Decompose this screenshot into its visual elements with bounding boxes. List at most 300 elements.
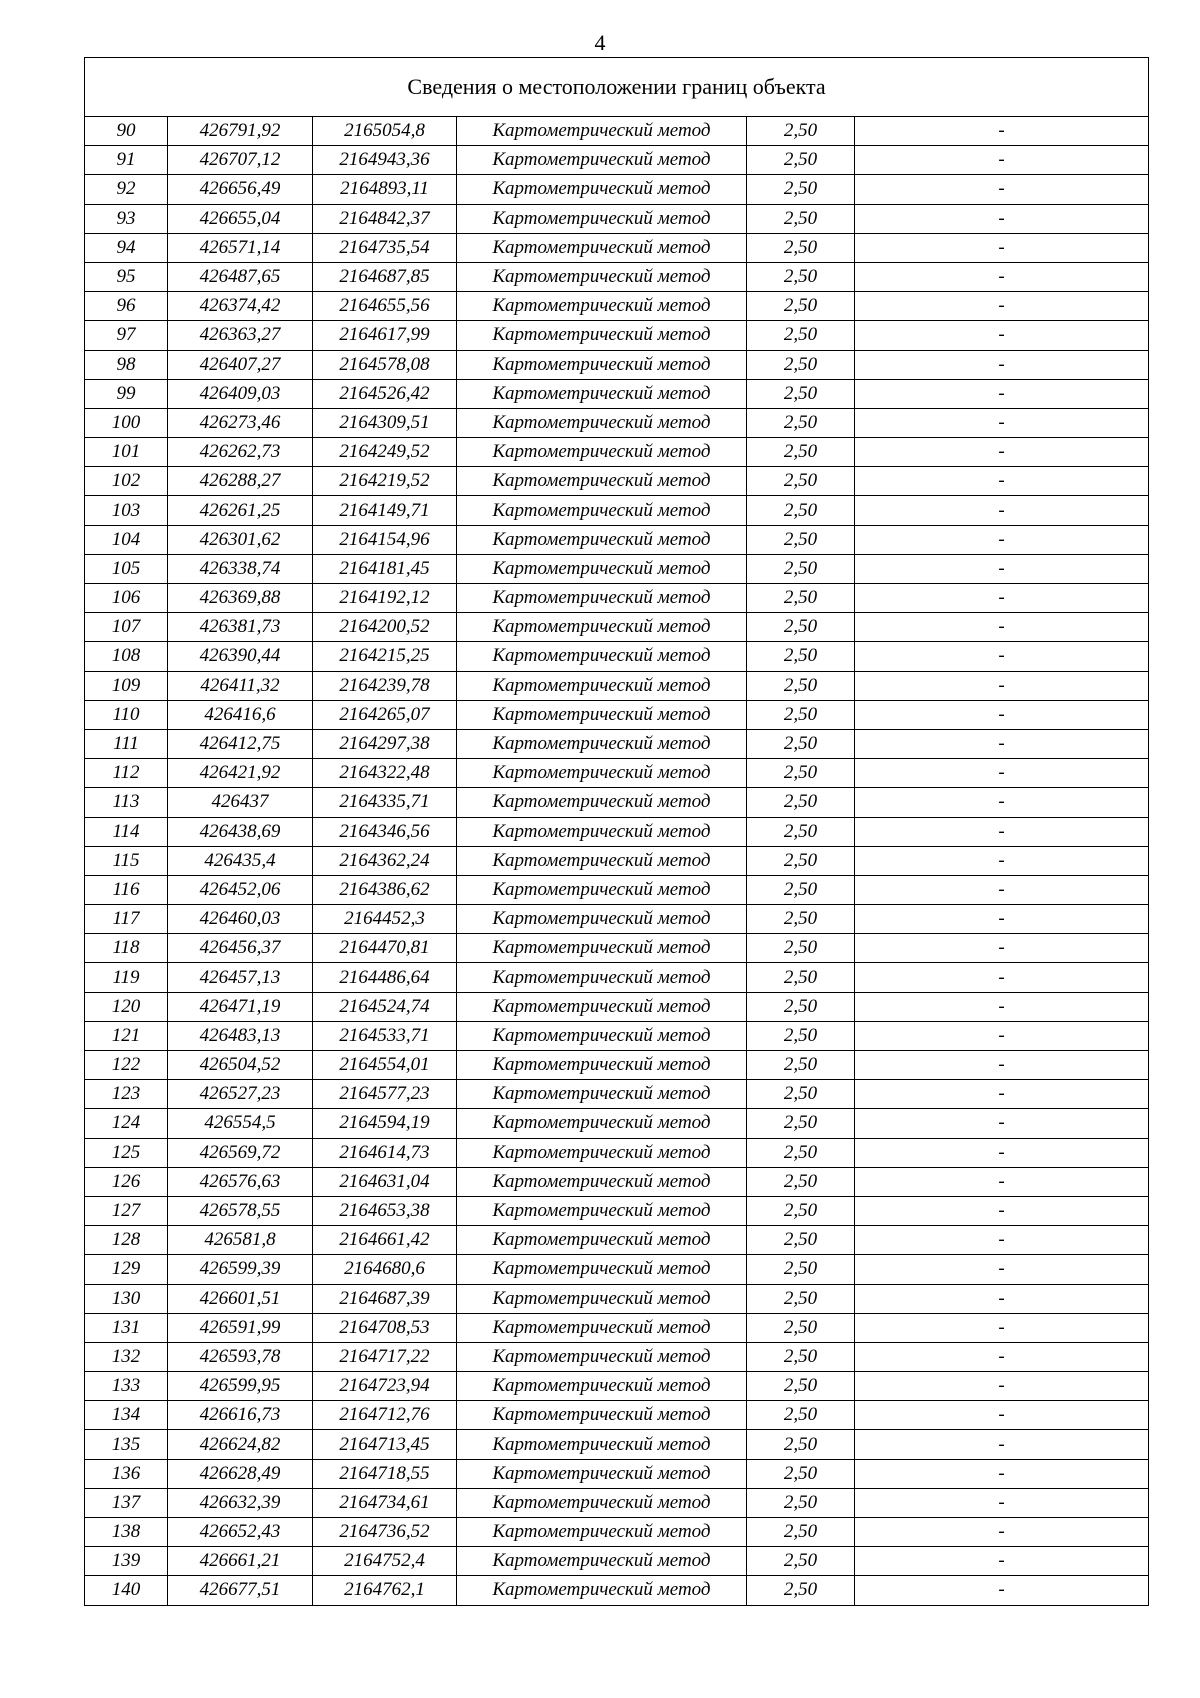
table-row (85, 992, 1149, 1021)
y-coordinate-cell: 2164452,3 (313, 905, 457, 934)
y-coordinate-cell: 2164309,51 (313, 408, 457, 437)
description-cell: - (855, 1284, 1149, 1313)
method-cell: Картометрический метод (457, 554, 747, 583)
x-coordinate-cell: 426624,82 (168, 1430, 313, 1459)
table-row (85, 1576, 1149, 1605)
y-coordinate-cell: 2164893,11 (313, 175, 457, 204)
accuracy-cell: 2,50 (747, 613, 855, 642)
description-cell: - (855, 321, 1149, 350)
point-number-cell: 117 (85, 905, 168, 934)
accuracy-cell: 2,50 (747, 467, 855, 496)
table-row (85, 700, 1149, 729)
table-row (85, 1342, 1149, 1371)
table-row (85, 1488, 1149, 1517)
method-cell: Картометрический метод (457, 1109, 747, 1138)
table-row (85, 525, 1149, 554)
point-number-cell: 115 (85, 846, 168, 875)
description-cell: - (855, 1313, 1149, 1342)
accuracy-cell: 2,50 (747, 233, 855, 262)
table-row (85, 1109, 1149, 1138)
accuracy-cell: 2,50 (747, 554, 855, 583)
table-row (85, 117, 1149, 146)
description-cell: - (855, 204, 1149, 233)
method-cell: Картометрический метод (457, 204, 747, 233)
y-coordinate-cell: 2164752,4 (313, 1547, 457, 1576)
method-cell: Картометрический метод (457, 1167, 747, 1196)
x-coordinate-cell: 426273,46 (168, 408, 313, 437)
method-cell: Картометрический метод (457, 1051, 747, 1080)
method-cell: Картометрический метод (457, 408, 747, 437)
point-number-cell: 136 (85, 1459, 168, 1488)
table-row (85, 1226, 1149, 1255)
method-cell: Картометрический метод (457, 1459, 747, 1488)
accuracy-cell: 2,50 (747, 642, 855, 671)
point-number-cell: 116 (85, 875, 168, 904)
x-coordinate-cell: 426576,63 (168, 1167, 313, 1196)
accuracy-cell: 2,50 (747, 759, 855, 788)
point-number-cell: 135 (85, 1430, 168, 1459)
description-cell: - (855, 1518, 1149, 1547)
x-coordinate-cell: 426504,52 (168, 1051, 313, 1080)
point-number-cell: 95 (85, 262, 168, 291)
method-cell: Картометрический метод (457, 992, 747, 1021)
x-coordinate-cell: 426628,49 (168, 1459, 313, 1488)
table-row (85, 321, 1149, 350)
description-cell: - (855, 1080, 1149, 1109)
x-coordinate-cell: 426656,49 (168, 175, 313, 204)
method-cell: Картометрический метод (457, 1226, 747, 1255)
method-cell: Картометрический метод (457, 262, 747, 291)
method-cell: Картометрический метод (457, 1547, 747, 1576)
y-coordinate-cell: 2164578,08 (313, 350, 457, 379)
y-coordinate-cell: 2164346,56 (313, 817, 457, 846)
y-coordinate-cell: 2165054,8 (313, 117, 457, 146)
x-coordinate-cell: 426569,72 (168, 1138, 313, 1167)
y-coordinate-cell: 2164215,25 (313, 642, 457, 671)
description-cell: - (855, 262, 1149, 291)
description-cell: - (855, 117, 1149, 146)
method-cell: Картометрический метод (457, 321, 747, 350)
accuracy-cell: 2,50 (747, 1109, 855, 1138)
point-number-cell: 121 (85, 1021, 168, 1050)
x-coordinate-cell: 426262,73 (168, 438, 313, 467)
y-coordinate-cell: 2164718,55 (313, 1459, 457, 1488)
x-coordinate-cell: 426471,19 (168, 992, 313, 1021)
x-coordinate-cell: 426412,75 (168, 729, 313, 758)
y-coordinate-cell: 2164617,99 (313, 321, 457, 350)
method-cell: Картометрический метод (457, 1372, 747, 1401)
x-coordinate-cell: 426452,06 (168, 875, 313, 904)
accuracy-cell: 2,50 (747, 700, 855, 729)
point-number-cell: 125 (85, 1138, 168, 1167)
accuracy-cell: 2,50 (747, 671, 855, 700)
accuracy-cell: 2,50 (747, 1547, 855, 1576)
table-row (85, 554, 1149, 583)
y-coordinate-cell: 2164181,45 (313, 554, 457, 583)
x-coordinate-cell: 426599,39 (168, 1255, 313, 1284)
y-coordinate-cell: 2164594,19 (313, 1109, 457, 1138)
point-number-cell: 127 (85, 1196, 168, 1225)
method-cell: Картометрический метод (457, 379, 747, 408)
y-coordinate-cell: 2164708,53 (313, 1313, 457, 1342)
y-coordinate-cell: 2164265,07 (313, 700, 457, 729)
point-number-cell: 96 (85, 292, 168, 321)
method-cell: Картометрический метод (457, 1430, 747, 1459)
description-cell: - (855, 146, 1149, 175)
accuracy-cell: 2,50 (747, 846, 855, 875)
x-coordinate-cell: 426390,44 (168, 642, 313, 671)
description-cell: - (855, 613, 1149, 642)
table-row (85, 1196, 1149, 1225)
point-number-cell: 131 (85, 1313, 168, 1342)
description-cell: - (855, 233, 1149, 262)
point-number-cell: 93 (85, 204, 168, 233)
y-coordinate-cell: 2164762,1 (313, 1576, 457, 1605)
y-coordinate-cell: 2164297,38 (313, 729, 457, 758)
description-cell: - (855, 584, 1149, 613)
table-row (85, 1372, 1149, 1401)
method-cell: Картометрический метод (457, 175, 747, 204)
point-number-cell: 132 (85, 1342, 168, 1371)
description-cell: - (855, 1401, 1149, 1430)
description-cell: - (855, 846, 1149, 875)
x-coordinate-cell: 426409,03 (168, 379, 313, 408)
accuracy-cell: 2,50 (747, 1576, 855, 1605)
table-row (85, 233, 1149, 262)
method-cell: Картометрический метод (457, 729, 747, 758)
method-cell: Картометрический метод (457, 700, 747, 729)
table-row (85, 1255, 1149, 1284)
point-number-cell: 98 (85, 350, 168, 379)
description-cell: - (855, 1488, 1149, 1517)
x-coordinate-cell: 426487,65 (168, 262, 313, 291)
table-row (85, 963, 1149, 992)
x-coordinate-cell: 426421,92 (168, 759, 313, 788)
description-cell: - (855, 729, 1149, 758)
accuracy-cell: 2,50 (747, 817, 855, 846)
description-cell: - (855, 525, 1149, 554)
method-cell: Картометрический метод (457, 963, 747, 992)
description-cell: - (855, 992, 1149, 1021)
point-number-cell: 138 (85, 1518, 168, 1547)
accuracy-cell: 2,50 (747, 379, 855, 408)
description-cell: - (855, 1255, 1149, 1284)
table-row (85, 788, 1149, 817)
y-coordinate-cell: 2164653,38 (313, 1196, 457, 1225)
method-cell: Картометрический метод (457, 817, 747, 846)
accuracy-cell: 2,50 (747, 1401, 855, 1430)
point-number-cell: 92 (85, 175, 168, 204)
table-row (85, 1051, 1149, 1080)
accuracy-cell: 2,50 (747, 1518, 855, 1547)
accuracy-cell: 2,50 (747, 1488, 855, 1517)
x-coordinate-cell: 426483,13 (168, 1021, 313, 1050)
description-cell: - (855, 1226, 1149, 1255)
accuracy-cell: 2,50 (747, 1226, 855, 1255)
accuracy-cell: 2,50 (747, 934, 855, 963)
accuracy-cell: 2,50 (747, 1138, 855, 1167)
point-number-cell: 123 (85, 1080, 168, 1109)
method-cell: Картометрический метод (457, 1488, 747, 1517)
table-row (85, 1138, 1149, 1167)
x-coordinate-cell: 426554,5 (168, 1109, 313, 1138)
accuracy-cell: 2,50 (747, 1051, 855, 1080)
point-number-cell: 126 (85, 1167, 168, 1196)
description-cell: - (855, 1576, 1149, 1605)
table-caption-row (85, 58, 1149, 117)
y-coordinate-cell: 2164614,73 (313, 1138, 457, 1167)
table-row (85, 408, 1149, 437)
description-cell: - (855, 175, 1149, 204)
x-coordinate-cell: 426791,92 (168, 117, 313, 146)
y-coordinate-cell: 2164486,64 (313, 963, 457, 992)
method-cell: Картометрический метод (457, 1401, 747, 1430)
method-cell: Картометрический метод (457, 1313, 747, 1342)
accuracy-cell: 2,50 (747, 1284, 855, 1313)
description-cell: - (855, 554, 1149, 583)
point-number-cell: 133 (85, 1372, 168, 1401)
method-cell: Картометрический метод (457, 1342, 747, 1371)
table-row (85, 1518, 1149, 1547)
method-cell: Картометрический метод (457, 905, 747, 934)
table-row (85, 1401, 1149, 1430)
table-row (85, 1430, 1149, 1459)
accuracy-cell: 2,50 (747, 1196, 855, 1225)
y-coordinate-cell: 2164526,42 (313, 379, 457, 408)
point-number-cell: 104 (85, 525, 168, 554)
table-row (85, 584, 1149, 613)
x-coordinate-cell: 426457,13 (168, 963, 313, 992)
accuracy-cell: 2,50 (747, 117, 855, 146)
table-caption: Сведения о местоположении границ объекта (85, 58, 1149, 117)
description-cell: - (855, 408, 1149, 437)
point-number-cell: 109 (85, 671, 168, 700)
y-coordinate-cell: 2164554,01 (313, 1051, 457, 1080)
y-coordinate-cell: 2164470,81 (313, 934, 457, 963)
table-row (85, 875, 1149, 904)
point-number-cell: 139 (85, 1547, 168, 1576)
accuracy-cell: 2,50 (747, 963, 855, 992)
method-cell: Картометрический метод (457, 1021, 747, 1050)
y-coordinate-cell: 2164631,04 (313, 1167, 457, 1196)
point-number-cell: 102 (85, 467, 168, 496)
accuracy-cell: 2,50 (747, 1372, 855, 1401)
method-cell: Картометрический метод (457, 525, 747, 554)
table-row (85, 292, 1149, 321)
point-number-cell: 100 (85, 408, 168, 437)
y-coordinate-cell: 2164713,45 (313, 1430, 457, 1459)
method-cell: Картометрический метод (457, 1284, 747, 1313)
point-number-cell: 128 (85, 1226, 168, 1255)
y-coordinate-cell: 2164386,62 (313, 875, 457, 904)
accuracy-cell: 2,50 (747, 408, 855, 437)
method-cell: Картометрический метод (457, 467, 747, 496)
y-coordinate-cell: 2164661,42 (313, 1226, 457, 1255)
method-cell: Картометрический метод (457, 1576, 747, 1605)
accuracy-cell: 2,50 (747, 788, 855, 817)
method-cell: Картометрический метод (457, 788, 747, 817)
accuracy-cell: 2,50 (747, 905, 855, 934)
y-coordinate-cell: 2164687,39 (313, 1284, 457, 1313)
point-number-cell: 140 (85, 1576, 168, 1605)
table-row (85, 1547, 1149, 1576)
method-cell: Картометрический метод (457, 350, 747, 379)
description-cell: - (855, 496, 1149, 525)
x-coordinate-cell: 426437 (168, 788, 313, 817)
point-number-cell: 106 (85, 584, 168, 613)
description-cell: - (855, 1430, 1149, 1459)
method-cell: Картометрический метод (457, 613, 747, 642)
table-row (85, 1284, 1149, 1313)
description-cell: - (855, 963, 1149, 992)
y-coordinate-cell: 2164524,74 (313, 992, 457, 1021)
description-cell: - (855, 934, 1149, 963)
description-cell: - (855, 642, 1149, 671)
x-coordinate-cell: 426616,73 (168, 1401, 313, 1430)
point-number-cell: 130 (85, 1284, 168, 1313)
x-coordinate-cell: 426407,27 (168, 350, 313, 379)
description-cell: - (855, 292, 1149, 321)
accuracy-cell: 2,50 (747, 992, 855, 1021)
description-cell: - (855, 467, 1149, 496)
method-cell: Картометрический метод (457, 1518, 747, 1547)
table-row (85, 759, 1149, 788)
point-number-cell: 113 (85, 788, 168, 817)
description-cell: - (855, 379, 1149, 408)
x-coordinate-cell: 426435,4 (168, 846, 313, 875)
description-cell: - (855, 1109, 1149, 1138)
table-row (85, 175, 1149, 204)
y-coordinate-cell: 2164362,24 (313, 846, 457, 875)
point-number-cell: 103 (85, 496, 168, 525)
table-row (85, 846, 1149, 875)
description-cell: - (855, 1167, 1149, 1196)
point-number-cell: 114 (85, 817, 168, 846)
point-number-cell: 112 (85, 759, 168, 788)
y-coordinate-cell: 2164687,85 (313, 262, 457, 291)
x-coordinate-cell: 426652,43 (168, 1518, 313, 1547)
y-coordinate-cell: 2164655,56 (313, 292, 457, 321)
accuracy-cell: 2,50 (747, 350, 855, 379)
x-coordinate-cell: 426527,23 (168, 1080, 313, 1109)
x-coordinate-cell: 426661,21 (168, 1547, 313, 1576)
x-coordinate-cell: 426655,04 (168, 204, 313, 233)
accuracy-cell: 2,50 (747, 262, 855, 291)
point-number-cell: 122 (85, 1051, 168, 1080)
table-row (85, 642, 1149, 671)
point-number-cell: 101 (85, 438, 168, 467)
method-cell: Картометрический метод (457, 1080, 747, 1109)
y-coordinate-cell: 2164154,96 (313, 525, 457, 554)
table-row (85, 467, 1149, 496)
point-number-cell: 110 (85, 700, 168, 729)
table-row (85, 204, 1149, 233)
point-number-cell: 94 (85, 233, 168, 262)
accuracy-cell: 2,50 (747, 1459, 855, 1488)
method-cell: Картометрический метод (457, 875, 747, 904)
x-coordinate-cell: 426301,62 (168, 525, 313, 554)
point-number-cell: 99 (85, 379, 168, 408)
description-cell: - (855, 905, 1149, 934)
table-row (85, 438, 1149, 467)
table-row (85, 1167, 1149, 1196)
boundary-table (84, 57, 1149, 1606)
accuracy-cell: 2,50 (747, 1167, 855, 1196)
point-number-cell: 124 (85, 1109, 168, 1138)
x-coordinate-cell: 426381,73 (168, 613, 313, 642)
accuracy-cell: 2,50 (747, 1080, 855, 1109)
accuracy-cell: 2,50 (747, 321, 855, 350)
point-number-cell: 134 (85, 1401, 168, 1430)
accuracy-cell: 2,50 (747, 438, 855, 467)
accuracy-cell: 2,50 (747, 1430, 855, 1459)
table-row (85, 350, 1149, 379)
point-number-cell: 105 (85, 554, 168, 583)
x-coordinate-cell: 426374,42 (168, 292, 313, 321)
description-cell: - (855, 875, 1149, 904)
x-coordinate-cell: 426581,8 (168, 1226, 313, 1255)
x-coordinate-cell: 426599,95 (168, 1372, 313, 1401)
table-row (85, 146, 1149, 175)
y-coordinate-cell: 2164723,94 (313, 1372, 457, 1401)
y-coordinate-cell: 2164533,71 (313, 1021, 457, 1050)
x-coordinate-cell: 426456,37 (168, 934, 313, 963)
point-number-cell: 107 (85, 613, 168, 642)
accuracy-cell: 2,50 (747, 204, 855, 233)
table-row (85, 262, 1149, 291)
point-number-cell: 97 (85, 321, 168, 350)
y-coordinate-cell: 2164192,12 (313, 584, 457, 613)
method-cell: Картометрический метод (457, 671, 747, 700)
y-coordinate-cell: 2164680,6 (313, 1255, 457, 1284)
method-cell: Картометрический метод (457, 438, 747, 467)
y-coordinate-cell: 2164149,71 (313, 496, 457, 525)
method-cell: Картометрический метод (457, 642, 747, 671)
accuracy-cell: 2,50 (747, 729, 855, 758)
description-cell: - (855, 1547, 1149, 1576)
table-row (85, 379, 1149, 408)
y-coordinate-cell: 2164239,78 (313, 671, 457, 700)
method-cell: Картометрический метод (457, 146, 747, 175)
description-cell: - (855, 788, 1149, 817)
description-cell: - (855, 1021, 1149, 1050)
table-row (85, 1459, 1149, 1488)
description-cell: - (855, 1051, 1149, 1080)
accuracy-cell: 2,50 (747, 1021, 855, 1050)
x-coordinate-cell: 426571,14 (168, 233, 313, 262)
point-number-cell: 108 (85, 642, 168, 671)
description-cell: - (855, 759, 1149, 788)
x-coordinate-cell: 426338,74 (168, 554, 313, 583)
x-coordinate-cell: 426438,69 (168, 817, 313, 846)
method-cell: Картометрический метод (457, 292, 747, 321)
description-cell: - (855, 1342, 1149, 1371)
method-cell: Картометрический метод (457, 496, 747, 525)
table-row (85, 1021, 1149, 1050)
method-cell: Картометрический метод (457, 934, 747, 963)
x-coordinate-cell: 426369,88 (168, 584, 313, 613)
x-coordinate-cell: 426578,55 (168, 1196, 313, 1225)
x-coordinate-cell: 426593,78 (168, 1342, 313, 1371)
method-cell: Картометрический метод (457, 846, 747, 875)
description-cell: - (855, 671, 1149, 700)
accuracy-cell: 2,50 (747, 1342, 855, 1371)
point-number-cell: 120 (85, 992, 168, 1021)
table-row (85, 1313, 1149, 1342)
y-coordinate-cell: 2164219,52 (313, 467, 457, 496)
description-cell: - (855, 1138, 1149, 1167)
accuracy-cell: 2,50 (747, 496, 855, 525)
